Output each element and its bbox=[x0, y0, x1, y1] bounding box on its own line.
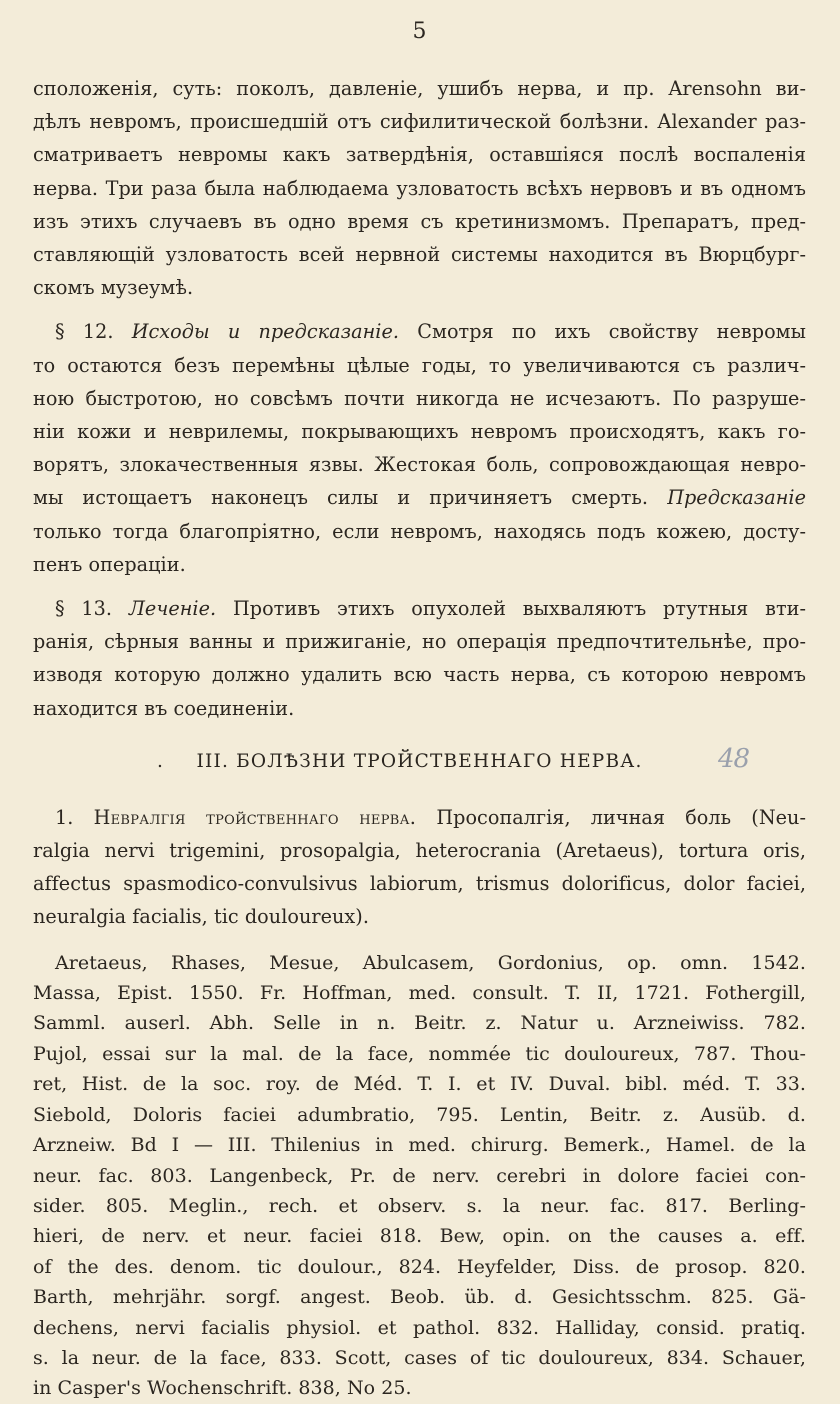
section-13-first-line bbox=[33, 592, 806, 625]
reference-line: Arzneiw. Bd I — III. Thilenius in med. chirurg. Bemerk., Hamel. de la bbox=[33, 1134, 806, 1157]
text-line: affectus spasmodico-convulsivus labiorum, trismus dolorificus, dolor faciei, bbox=[33, 872, 806, 896]
text-run: мы истощаетъ наконецъ силы и причиняетъ смерть. bbox=[33, 486, 649, 510]
item-1-trigeminal-neuralgia bbox=[33, 801, 806, 934]
chapter-heading bbox=[33, 745, 806, 779]
text-line: только тогда благопріятно, если невромъ, находясь подъ кожею, досту- bbox=[33, 519, 806, 543]
handwritten-pencil-mark: 48 bbox=[718, 743, 750, 774]
reference-line: Aretaeus, Rhases, Mesue, Abulcasem, Gordonius, op. omn. 1542. bbox=[55, 951, 806, 974]
reference-line: sider. 805. Meglin., rech. et observ. s. la neur. fac. 817. Berling- bbox=[33, 1194, 806, 1217]
page-number: 5 bbox=[412, 19, 427, 44]
text-line bbox=[33, 481, 806, 514]
section-title: Исходы и предсказаніе. bbox=[131, 320, 400, 344]
text-line: изъ этихъ случаевъ въ одно время съ кретинизмомъ. Препаратъ, пред- bbox=[33, 209, 806, 233]
text-line: нерва. Три раза была наблюдаема узловатость всѣхъ нервовъ и въ одномъ bbox=[33, 176, 806, 200]
text-line: ворятъ, злокачественныя язвы. Жестокая боль, сопровождающая невро- bbox=[33, 453, 806, 477]
reference-line: Pujol, essai sur la mal. de la face, nommée tic douloureux, 787. Thou- bbox=[33, 1042, 806, 1065]
reference-line: Siebold, Doloris faciei adumbratio, 795. Lentin, Beitr. z. Ausüb. d. bbox=[33, 1103, 806, 1126]
text-line: пенъ операціи. bbox=[33, 552, 186, 576]
text-run: Противъ этихъ опухолей выхваляютъ ртутныя вти- bbox=[232, 597, 806, 621]
section-number: § 12. bbox=[55, 320, 114, 344]
reference-line: neur. fac. 803. Langenbeck, Pr. de nerv. cerebri in dolore faciei con- bbox=[33, 1164, 806, 1187]
item-number: 1. bbox=[55, 805, 74, 829]
reference-line: in Casper's Wochenschrift. 838, No 25. bbox=[33, 1377, 412, 1400]
reference-line: Barth, mehrjähr. sorgf. angest. Beob. üb. d. Gesichtsschm. 825. Gä- bbox=[33, 1286, 806, 1309]
text-line: ною быстротою, но совсѣмъ почти никогда не исчезаютъ. По разруше- bbox=[33, 386, 806, 410]
bibliography-references bbox=[33, 948, 806, 1404]
stray-dot: . bbox=[157, 750, 165, 772]
text-line: то остаются безъ перемѣны цѣлые годы, то увеличиваются съ различ- bbox=[33, 353, 806, 377]
prognosis-term: Предсказаніе bbox=[667, 486, 806, 510]
section-number: § 13. bbox=[55, 597, 113, 621]
chapter-heading-text: III. БОЛѢЗНИ ТРОЙСТВЕННАГО НЕРВА. bbox=[196, 750, 643, 772]
text-run: Смотря по ихъ свойству невромы bbox=[417, 320, 806, 344]
reference-line: Massa, Epist. 1550. Fr. Hoffman, med. consult. T. II, 1721. Fothergill, bbox=[33, 982, 806, 1005]
paragraph-etiology-continued bbox=[33, 72, 806, 304]
text-line: дѣлъ невромъ, происшедшій отъ сифилитической болѣзни. Alexander раз- bbox=[33, 110, 806, 134]
section-12-first-line bbox=[33, 315, 806, 348]
text-line: сположенія, суть: поколъ, давленіе, ушибъ нерва, и пр. Arensohn ви- bbox=[33, 77, 806, 100]
text-run: Просопалгія, личная боль (Neu- bbox=[436, 805, 806, 829]
reference-line: s. la neur. de la face, 833. Scott, cases of tic douloureux, 834. Schauer, bbox=[33, 1346, 806, 1369]
reference-line: of the des. denom. tic doulour., 824. Heyfelder, Diss. de prosop. 820. bbox=[33, 1255, 806, 1278]
text-line: neuralgia facialis, tic douloureux). bbox=[33, 905, 369, 929]
text-line: сматриваетъ невромы какъ затвердѣнія, оставшіяся послѣ воспаленія bbox=[33, 143, 806, 167]
section-13-treatment bbox=[33, 592, 806, 725]
text-line: ранія, сѣрныя ванны и прижиганіе, но операція предпочтительнѣе, про- bbox=[33, 630, 806, 654]
reference-line: ret, Hist. de la soc. roy. de Méd. T. I. et IV. Duval. bibl. méd. T. 33. bbox=[33, 1073, 806, 1096]
item-title: Невралгія тройственнаго нерва. bbox=[93, 805, 417, 829]
reference-line: dechens, nervi facialis physiol. et pathol. 832. Halliday, consid. pratiq. bbox=[33, 1316, 806, 1339]
section-title: Леченіе. bbox=[128, 597, 217, 621]
reference-line: hieri, de nerv. et neur. faciei 818. Bew, opin. on the causes a. eff. bbox=[33, 1225, 806, 1248]
text-line: ніи кожи и неврилемы, покрывающихъ невромъ происходятъ, какъ го- bbox=[33, 420, 806, 444]
item-1-first-line bbox=[33, 801, 806, 834]
text-line: изводя которую должно удалить всю часть нерва, съ которою невромъ bbox=[33, 663, 806, 687]
text-line: скомъ музеумѣ. bbox=[33, 276, 194, 300]
text-line: находится въ соединеніи. bbox=[33, 696, 295, 720]
section-12-outcomes-prognosis bbox=[33, 315, 806, 581]
reference-line: Samml. auserl. Abh. Selle in n. Beitr. z. Natur u. Arzneiwiss. 782. bbox=[33, 1012, 806, 1035]
text-line: ставляющій узловатость всей нервной системы находится въ Вюрцбург- bbox=[33, 243, 806, 267]
text-line: ralgia nervi trigemini, prosopalgia, heterocrania (Aretaeus), tortura oris, bbox=[33, 839, 806, 863]
